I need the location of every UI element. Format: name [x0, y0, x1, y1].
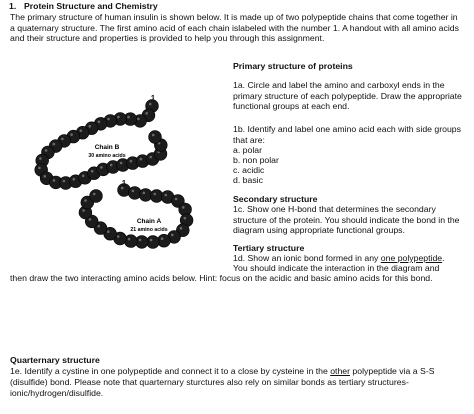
- q1d-text-2: .: [442, 253, 445, 263]
- q1e-text-2: polypeptide via a S-S: [350, 366, 435, 376]
- q1e-underline: other: [330, 366, 351, 376]
- chain-a-start-number: 1: [121, 179, 127, 188]
- secondary-structure-heading: Secondary structure: [233, 194, 318, 204]
- question-1e-line3: ionic/hydrogen/disulfide.: [10, 388, 104, 398]
- q1d-text-1: 1d. Show an ionic bond formed in any: [233, 253, 381, 263]
- quaternary-structure-heading: Quarternary structure: [10, 355, 100, 365]
- option-basic: d. basic: [233, 175, 263, 185]
- tertiary-structure-heading: Tertiary structure: [233, 243, 305, 253]
- question-1c: 1c. Show one H-bond that determines the secondary structure of the protein. You should indicate the bond in the diagram using appropriate functional groups.: [233, 204, 460, 235]
- section-number: 1.: [9, 1, 17, 11]
- section-title: Protein Structure and Chemistry: [24, 1, 158, 11]
- question-1a: 1a. Circle and label the amino and carboxyl ends in the primary structure of each polypeptide. Draw the appropriate functional groups at each end.: [233, 80, 462, 111]
- question-1b: 1b. Identify and label one amino acid each with side groups that are:: [233, 124, 461, 145]
- chain-a-residue: [90, 190, 103, 203]
- question-1d-line3: then draw the two interacting amino acids below. Hint: focus on the acidic and basic amino acids for this bond.: [10, 273, 433, 283]
- option-non-polar: b. non polar: [233, 155, 279, 165]
- q1e-text-1: 1e. Identify a cystine in one polypeptide and connect it to a close by cysteine in the: [10, 366, 331, 376]
- q1d-underline: one polypeptide: [380, 253, 443, 263]
- chain-b-subtitle: 30 amino acids: [88, 153, 126, 159]
- question-1e-line2: (disulfide) bond. Please note that quarternary sturctures also rely on similar bonds as tertiary structures-: [10, 377, 409, 387]
- chain-a-residue: [128, 187, 141, 200]
- chain-b-residue: [149, 131, 162, 144]
- option-polar: a. polar: [233, 145, 262, 155]
- option-acidic: c. acidic: [233, 165, 265, 175]
- chain-a-beads: [79, 184, 193, 249]
- primary-structure-heading: Primary structure of proteins: [233, 61, 353, 71]
- question-1d-line2: You should indicate the interaction in the diagram and: [233, 263, 440, 273]
- chain-a-subtitle: 21 amino acids: [130, 227, 168, 233]
- chain-a-label: Chain A: [136, 218, 162, 225]
- chain-b-label: Chain B: [94, 144, 120, 151]
- chain-b-start-number: 1: [150, 94, 156, 103]
- intro-paragraph: The primary structure of human insulin is shown below. It is made up of two polypeptide chains that come together in a quaternary structure. The first amino acid of each chain islabeled with the number 1. A handout with all amino acids and their structure and properties is provided to help you through this assignment.: [10, 12, 459, 43]
